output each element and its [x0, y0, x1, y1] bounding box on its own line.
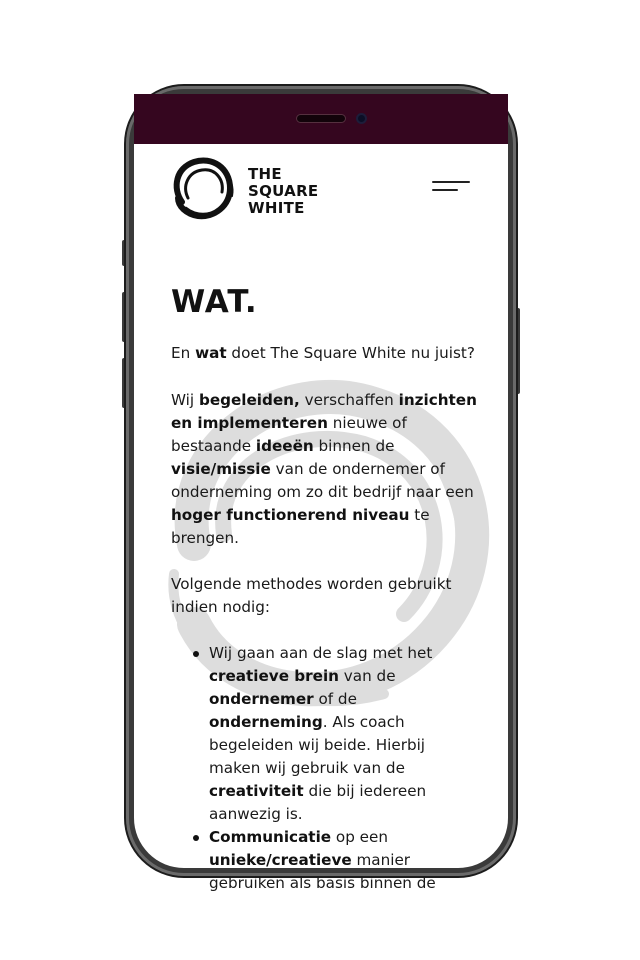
bold-text: begeleiden, — [198, 391, 300, 409]
power-button — [516, 308, 520, 394]
bold-text: inzichten en implementeren — [171, 391, 477, 432]
main-content — [171, 284, 477, 892]
description-paragraph — [171, 389, 481, 550]
camera-icon — [356, 113, 367, 124]
text-span: of de — [313, 690, 357, 708]
bullet-icon — [193, 835, 199, 841]
bold-text: creativiteit — [209, 782, 304, 800]
bold-text: wat — [195, 344, 227, 362]
text-span: nieuwe of bestaande — [171, 414, 407, 455]
text-span: doet The Square White nu juist? — [226, 344, 475, 362]
menu-line — [432, 189, 458, 191]
bold-text: visie/missie — [171, 460, 271, 478]
logo-wordmark[interactable] — [248, 166, 368, 217]
text-span: op een — [331, 828, 388, 846]
hamburger-menu-icon[interactable] — [432, 178, 470, 196]
menu-line — [432, 181, 470, 183]
bold-text: onderneming — [209, 713, 323, 731]
intro-text — [171, 342, 481, 365]
site-header — [134, 144, 508, 234]
text-span: Wij gaan aan de slag met het — [209, 644, 433, 662]
list-item — [193, 826, 473, 895]
brush-circle-icon[interactable] — [168, 154, 238, 224]
phone-screen — [134, 94, 508, 892]
text-span: En — [171, 344, 196, 362]
bullet-icon — [193, 651, 199, 657]
logo-line: WHITE — [248, 199, 305, 217]
text-span: te brengen. — [171, 506, 430, 547]
list-item — [193, 642, 473, 826]
logo-line: SQUARE — [248, 182, 319, 200]
text-span: van de — [338, 667, 396, 685]
bold-text: creatieve brein — [209, 667, 339, 685]
status-band — [134, 94, 508, 144]
text-span: binnen de — [313, 437, 395, 455]
text-span: Wij — [171, 391, 199, 409]
bold-text: Communicatie — [209, 828, 332, 846]
bold-text: ondernemer — [209, 690, 314, 708]
text-span: manier gebruiken als basis binnen de — [209, 851, 436, 892]
text-span: die bij iedereen aanwezig is. — [209, 782, 427, 823]
methods-list — [193, 642, 473, 895]
methods-intro: Volgende methodes worden gebruikt indien nodig: — [171, 575, 452, 616]
bold-text: ideeën — [255, 437, 314, 455]
logo-line: THE — [248, 165, 282, 183]
text-span: van de ondernemer of onderneming om zo dit bedrijf naar een — [171, 460, 474, 501]
bold-text: unieke/creatieve — [209, 851, 352, 869]
page-title: WAT. — [171, 284, 258, 320]
text-span: verschaffen — [299, 391, 399, 409]
bold-text: hoger functionerend niveau — [171, 506, 410, 524]
text-span: . Als coach begeleiden wij beide. Hierbij maken wij gebruik van de — [209, 713, 426, 777]
speaker-icon — [296, 114, 346, 123]
